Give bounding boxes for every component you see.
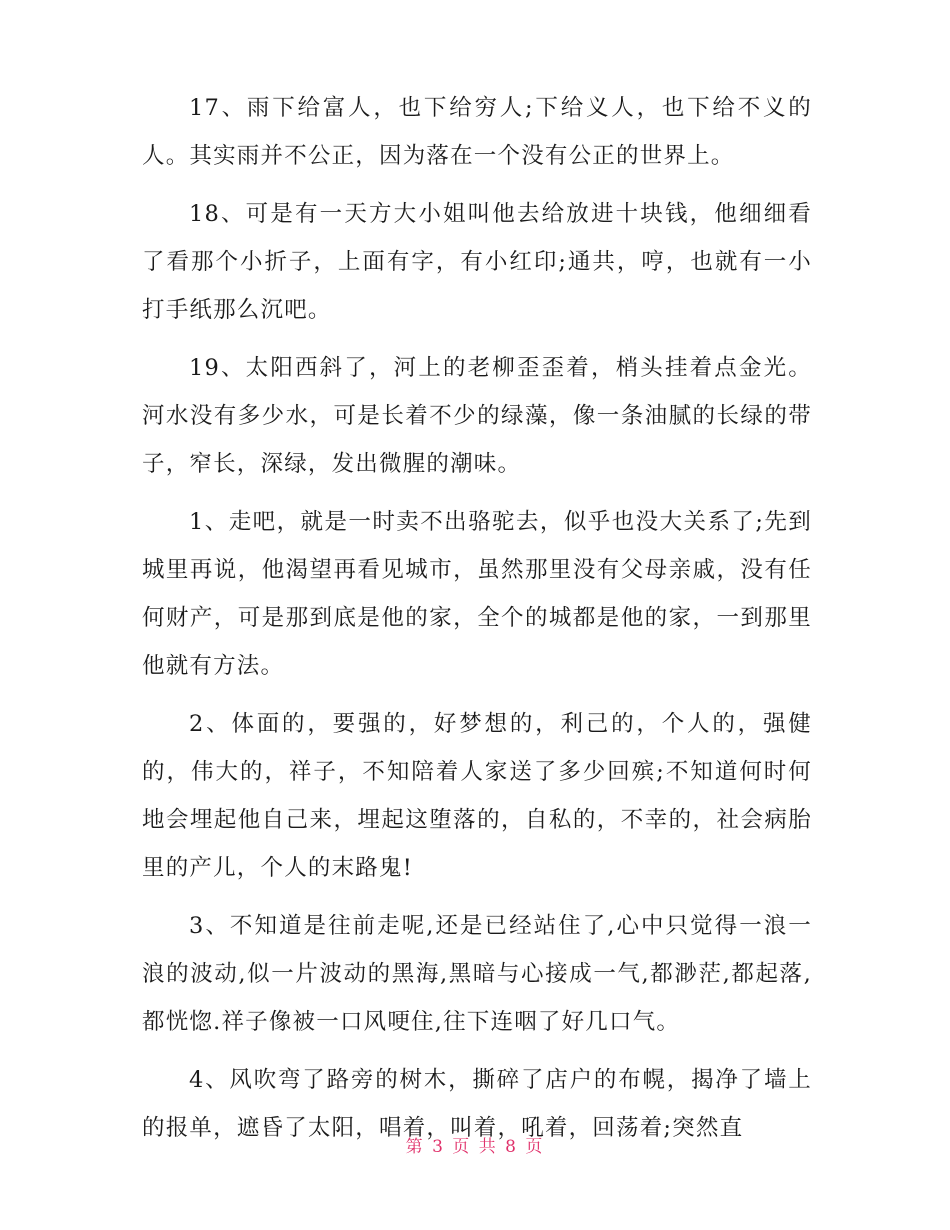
paragraph-3: 3、不知道是往前走呢,还是已经站住了,心中只觉得一浪一浪的波动,似一片波动的黑海,黑暗与心接成一气,都渺茫,都起落,都恍惚.祥子像被一口风哽住,往下连咽了好几口气。 [142, 913, 812, 1035]
document-body [142, 84, 812, 1162]
paragraph-4: 4、风吹弯了路旁的树木，撕碎了店户的布幌，揭净了墙上的报单，遮昏了太阳，唱着，叫着，吼着，回荡着;突然直 [142, 1067, 812, 1141]
paragraph-1: 1、走吧，就是一时卖不出骆驼去，似乎也没大关系了;先到城里再说，他渴望再看见城市，虽然那里没有父母亲戚，没有任何财产，可是那到底是他的家，全个的城都是他的家，一到那里他就有方法。 [142, 509, 812, 679]
paragraph-17: 17、雨下给富人，也下给穷人;下给义人，也下给不义的人。其实雨并不公正，因为落在一个没有公正的世界上。 [142, 95, 812, 169]
page-number-footer: 第 3 页 共 8 页 [405, 1137, 545, 1157]
paragraph-19: 19、太阳西斜了，河上的老柳歪歪着，梢头挂着点金光。河水没有多少水，可是长着不少的绿藻，像一条油腻的长绿的带子，窄长，深绿，发出微腥的潮味。 [142, 355, 812, 477]
paragraph-18: 18、可是有一天方大小姐叫他去给放进十块钱，他细细看了看那个小折子，上面有字，有小红印;通共，哼，也就有一小打手纸那么沉吧。 [142, 201, 812, 323]
paragraph-2: 2、体面的，要强的，好梦想的，利己的，个人的，强健的，伟大的，祥子，不知陪着人家送了多少回殡;不知道何时何地会埋起他自己来，埋起这堕落的，自私的，不幸的，社会病胎里的产儿，个人的末路鬼! [142, 711, 812, 881]
